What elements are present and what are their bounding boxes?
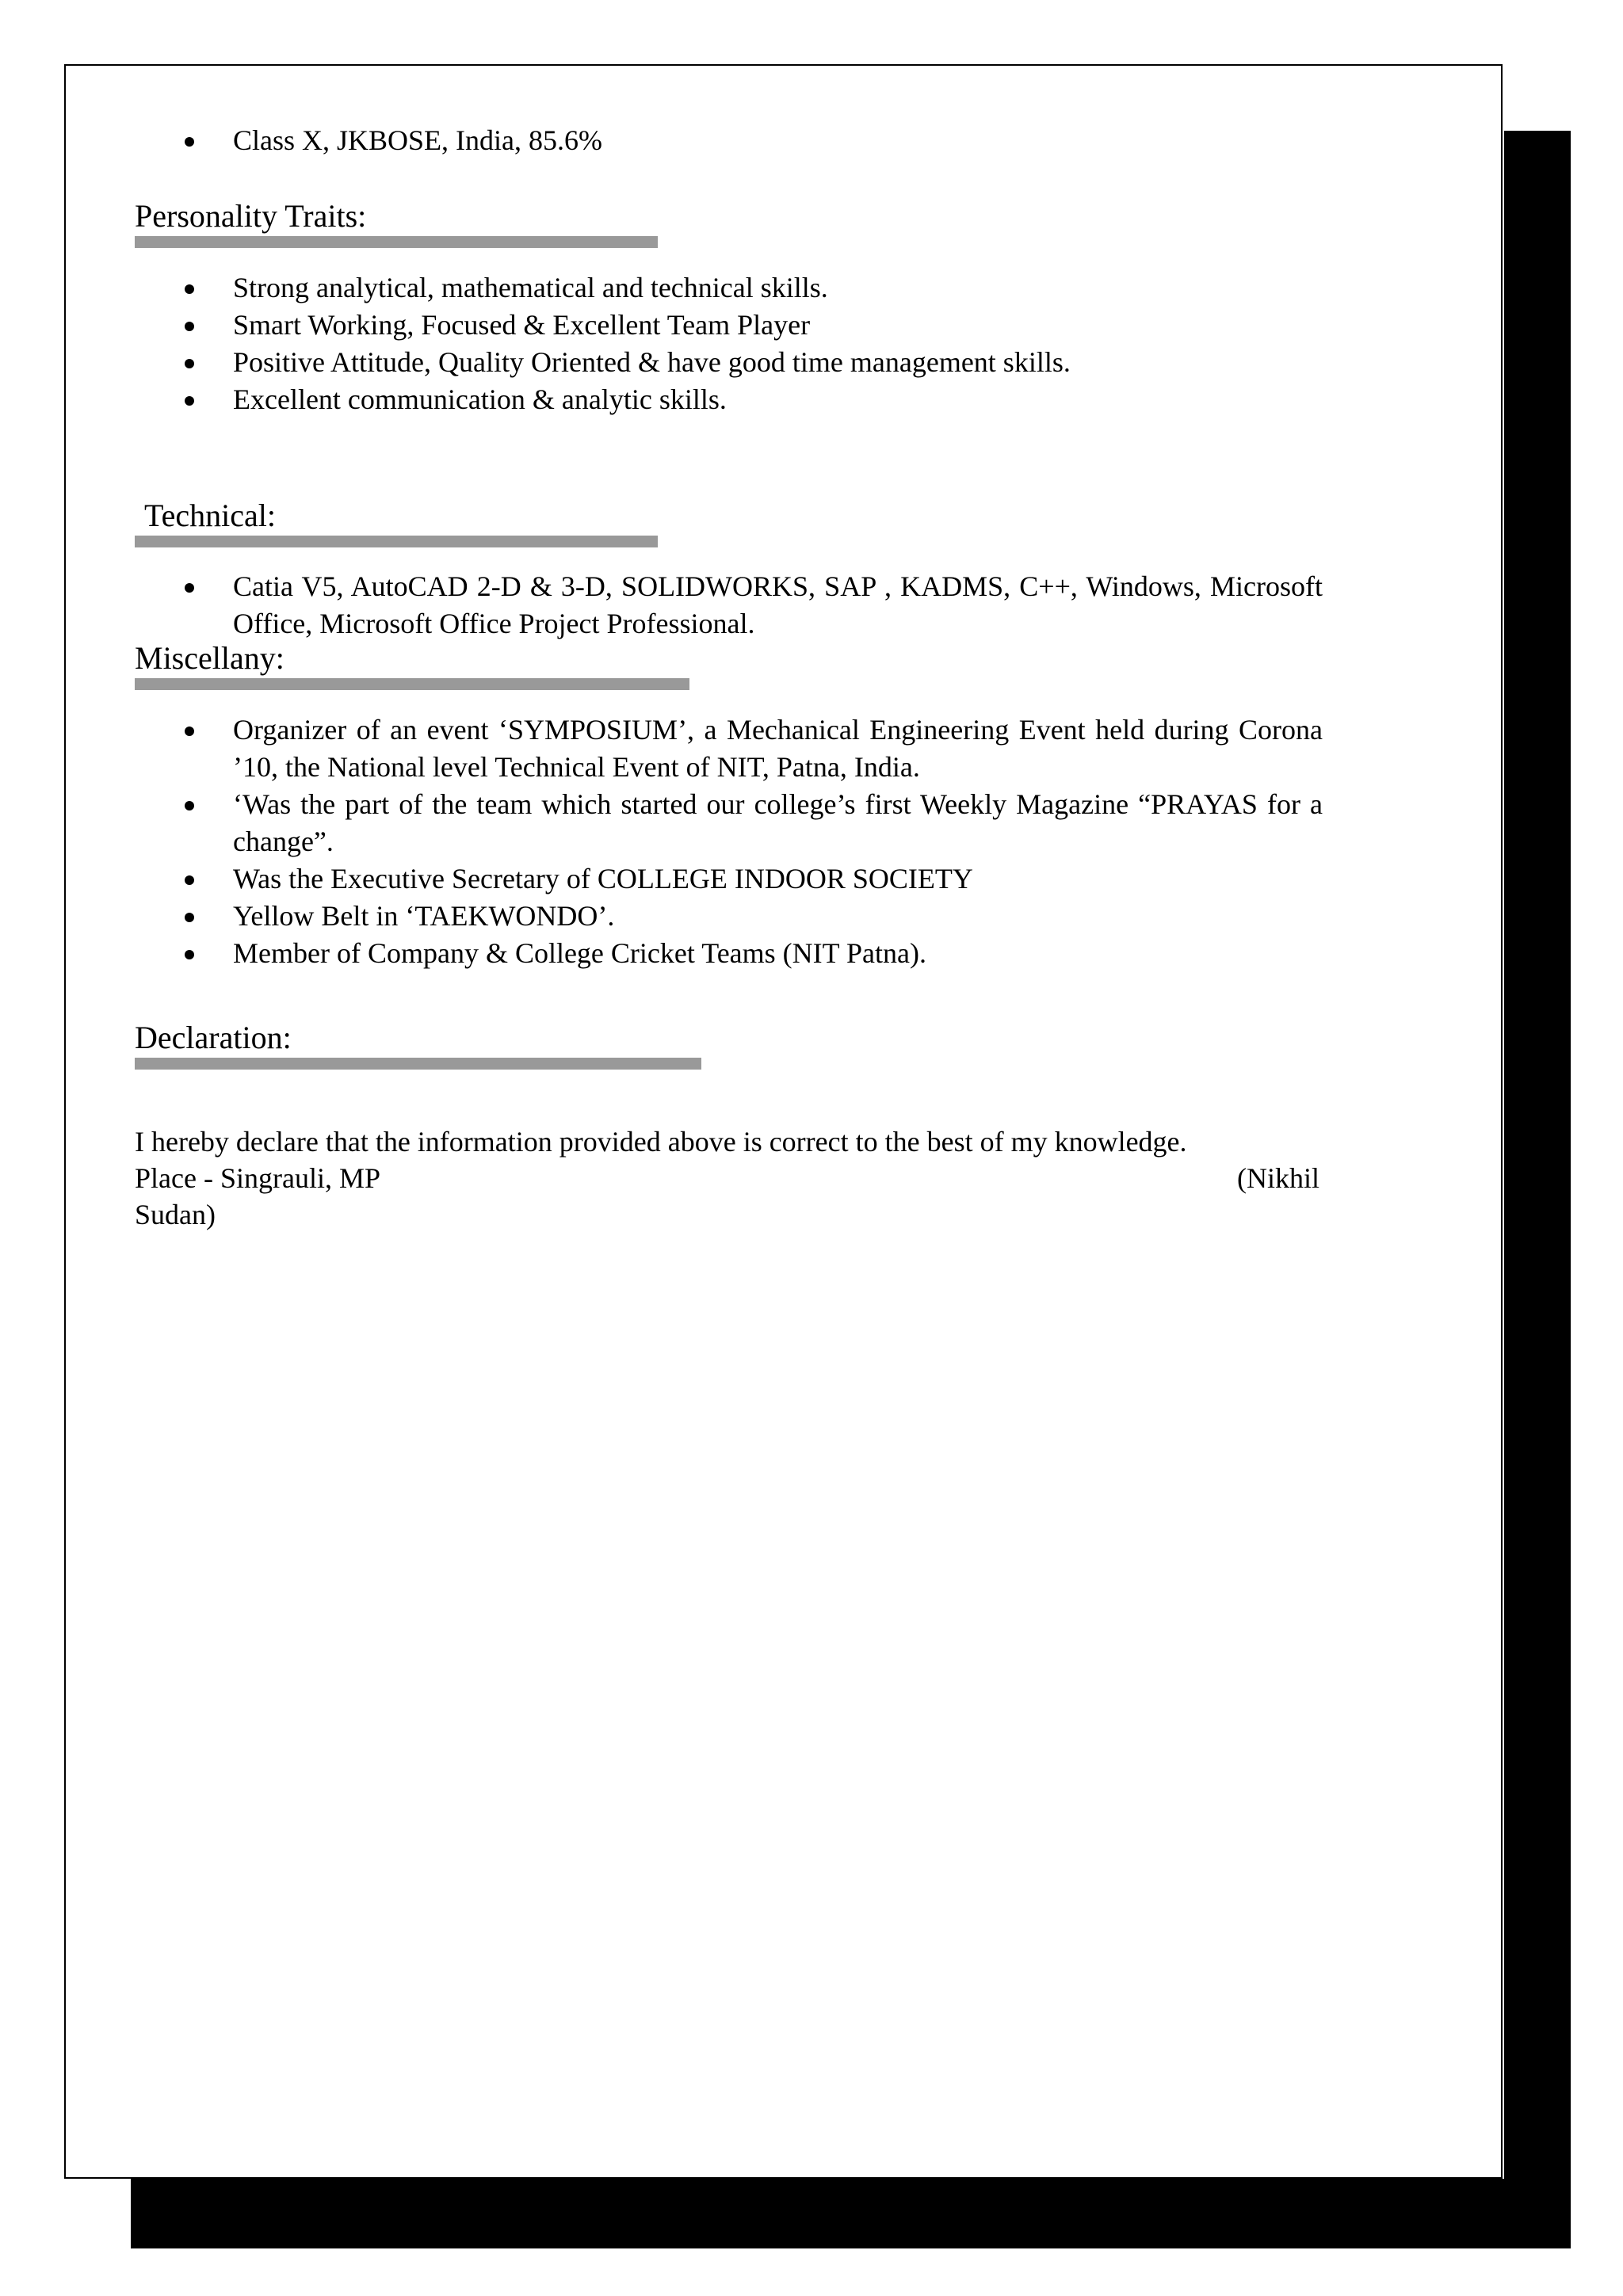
page-shadow-right — [1504, 131, 1571, 2183]
education-list — [66, 122, 1501, 159]
page-shadow-bottom — [131, 2179, 1571, 2248]
list-item — [66, 786, 1501, 860]
section-heading-technical: Technical: — [144, 498, 276, 533]
bullet-icon — [185, 583, 194, 593]
resume-page — [64, 64, 1503, 2179]
list-item — [66, 935, 1501, 972]
personality-item-text: Excellent communication & analytic skills. — [233, 383, 727, 415]
miscellany-item-text: Organizer of an event ‘SYMPOSIUM’, a Mechanical Engineering Event held during Corona ’10, the National level Technical Event of NIT, Patna, India. — [233, 714, 1323, 783]
section-heading-personality: Personality Traits: — [135, 198, 367, 234]
miscellany-item-text: Yellow Belt in ‘TAEKWONDO’. — [233, 900, 615, 932]
list-item — [66, 381, 1501, 418]
bullet-icon — [185, 875, 194, 885]
section-heading-miscellany: Miscellany: — [135, 640, 285, 676]
miscellany-item-text: Was the Executive Secretary of COLLEGE INDOOR SOCIETY — [233, 863, 973, 894]
section-heading-declaration: Declaration: — [135, 1020, 292, 1055]
bullet-icon — [185, 284, 194, 294]
page-content — [66, 66, 1501, 2177]
bullet-icon — [185, 396, 194, 406]
miscellany-item-text: ‘Was the part of the team which started our college’s first Weekly Magazine “PRAYAS for a change”. — [233, 788, 1323, 857]
list-item — [66, 269, 1501, 307]
declaration-place: Place - Singrauli, MP — [135, 1162, 380, 1194]
bullet-icon — [185, 727, 194, 736]
heading-rule — [135, 678, 689, 690]
list-item — [66, 307, 1501, 344]
list-item — [66, 860, 1501, 898]
heading-rule — [135, 536, 658, 547]
heading-rule — [135, 236, 658, 248]
signature-name-part1: (Nikhil — [1237, 1162, 1319, 1194]
list-item — [66, 568, 1501, 643]
personality-item-text: Strong analytical, mathematical and technical skills. — [233, 272, 828, 303]
personality-list — [66, 269, 1501, 418]
technical-item-text: Catia V5, AutoCAD 2-D & 3-D, SOLIDWORKS, SAP , KADMS, C++, Windows, Microsoft Office, Microsoft Office Project Professional. — [233, 570, 1323, 639]
bullet-icon — [185, 913, 194, 922]
miscellany-item-text: Member of Company & College Cricket Teams (NIT Patna). — [233, 937, 926, 969]
education-item-text: Class X, JKBOSE, India, 85.6% — [233, 124, 602, 156]
bullet-icon — [185, 137, 194, 147]
technical-list — [66, 568, 1501, 643]
signature-name-part2: Sudan) — [135, 1199, 216, 1230]
personality-item-text: Smart Working, Focused & Excellent Team Player — [233, 309, 811, 341]
list-item — [66, 711, 1501, 786]
bullet-icon — [185, 322, 194, 331]
personality-item-text: Positive Attitude, Quality Oriented & have good time management skills. — [233, 346, 1071, 378]
list-item — [66, 898, 1501, 935]
declaration-statement: I hereby declare that the information provided above is correct to the best of my knowledge. — [135, 1126, 1187, 1158]
bullet-icon — [185, 801, 194, 810]
heading-rule — [135, 1058, 701, 1070]
miscellany-list — [66, 711, 1501, 972]
list-item — [66, 122, 1501, 159]
bullet-icon — [185, 359, 194, 368]
list-item — [66, 344, 1501, 381]
bullet-icon — [185, 950, 194, 959]
